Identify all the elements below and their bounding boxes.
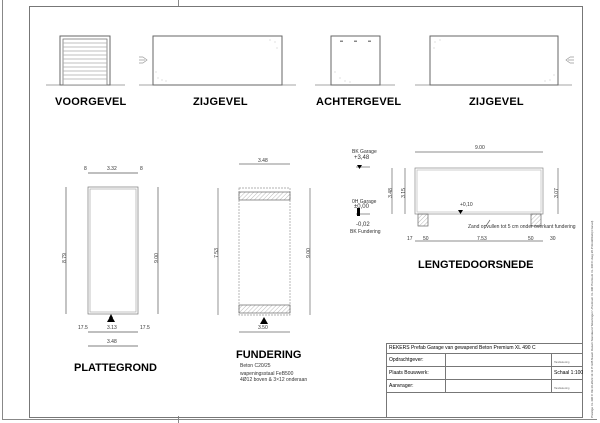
level-label-oh-garage: 0H Garage	[352, 199, 377, 205]
field-plaats-bouwwerk: Plaats Bouwwerk:	[389, 370, 429, 376]
scale-label: Schaal 1:100	[554, 370, 584, 376]
level-value-bk-garage: +3,48	[354, 155, 370, 161]
achtergevel-drawing	[315, 36, 395, 85]
dim-ld-30: 30	[550, 236, 556, 242]
dim-plattegrond-bottom-total: 3.48	[107, 339, 117, 345]
dim-ld-17: 17	[407, 236, 413, 242]
dim-ld-50a: 50	[423, 236, 429, 242]
dim-fundering-top: 3.48	[258, 158, 268, 164]
dim-ld-753: 7.53	[477, 236, 487, 242]
dim-ld-left-inner: 3.15	[400, 188, 407, 198]
fundering-drawing	[218, 164, 310, 332]
field-aanvrager: Aanvrager:	[389, 383, 414, 389]
signature-label-1: Handtekening	[554, 361, 570, 364]
level-value-oh-garage: ±0,00	[354, 204, 369, 210]
zijgevel-left-label: ZIJGEVEL	[193, 96, 248, 108]
fundering-label: FUNDERING	[236, 349, 302, 361]
dim-plattegrond-top-right: 8	[140, 166, 143, 172]
dim-plattegrond-bottom-left: 17.5	[78, 325, 88, 331]
fundering-north-arrow	[260, 317, 268, 324]
dim-plattegrond-bottom-inner: 3.13	[107, 325, 117, 331]
level-label-bk-garage: BK Garage	[352, 149, 377, 155]
lengtedoorsnede-label: LENGTEDOORSNEDE	[418, 259, 534, 271]
level-label-bk-fundering: BK Fundering	[350, 229, 381, 235]
voorgevel-drawing	[46, 36, 125, 85]
field-opdrachtgever: Opdrachtgever:	[389, 357, 424, 363]
dim-plattegrond-top: 3.32	[107, 166, 117, 172]
level-value-bk-fundering: -0,02	[356, 222, 370, 228]
sheet-side-text: Prestige XL 490 C 09-10-2023 11:11 P:\LIB Naam Datum Standaard Tekeningen \ Premium XL 490 Premium XL 490 C.dwg 28.Prmst2Dkxb(3 Gevel)	[590, 220, 594, 418]
dim-plattegrond-bottom-right: 17.5	[140, 325, 150, 331]
dim-ld-left-total: 3.48	[387, 188, 394, 198]
dim-fundering-left: 7.53	[213, 248, 220, 258]
dim-ld-floor-level: +0,10	[460, 202, 473, 208]
fundering-note-staal: 4Ø12 boven & 3×12 onderaan	[240, 377, 308, 383]
zijgevel-right-label: ZIJGEVEL	[469, 96, 524, 108]
dim-ld-right: 3.07	[553, 188, 560, 198]
achtergevel-label: ACHTERGEVEL	[316, 96, 402, 108]
dim-plattegrond-right: 9.00	[153, 253, 160, 263]
fundering-note-wapening: wapeningsstaal FeB500	[240, 371, 294, 377]
title-block	[386, 343, 583, 418]
zijgevel-right-drawing	[415, 36, 574, 85]
ld-sand-note: Zand opvullen tot 5 cm onder overkant fundering	[468, 224, 576, 230]
dim-fundering-right: 9.00	[305, 248, 312, 258]
plattegrond-label: PLATTEGROND	[74, 362, 157, 374]
dim-fundering-bottom: 3.50	[258, 325, 268, 331]
zijgevel-left-drawing	[139, 36, 296, 85]
fundering-note-beton: Beton C20/25	[240, 363, 271, 369]
dim-plattegrond-top-left: 8	[84, 166, 87, 172]
voorgevel-label: VOORGEVEL	[55, 96, 127, 108]
title-block-header: REKERS Prefab Garage van gewapend Beton Premium XL 490 C	[389, 345, 536, 351]
dim-ld-50b: 50	[528, 236, 534, 242]
dim-ld-top: 9.00	[475, 145, 485, 151]
dim-plattegrond-left: 8.79	[61, 253, 68, 263]
signature-label-2: Handtekening	[554, 387, 570, 390]
